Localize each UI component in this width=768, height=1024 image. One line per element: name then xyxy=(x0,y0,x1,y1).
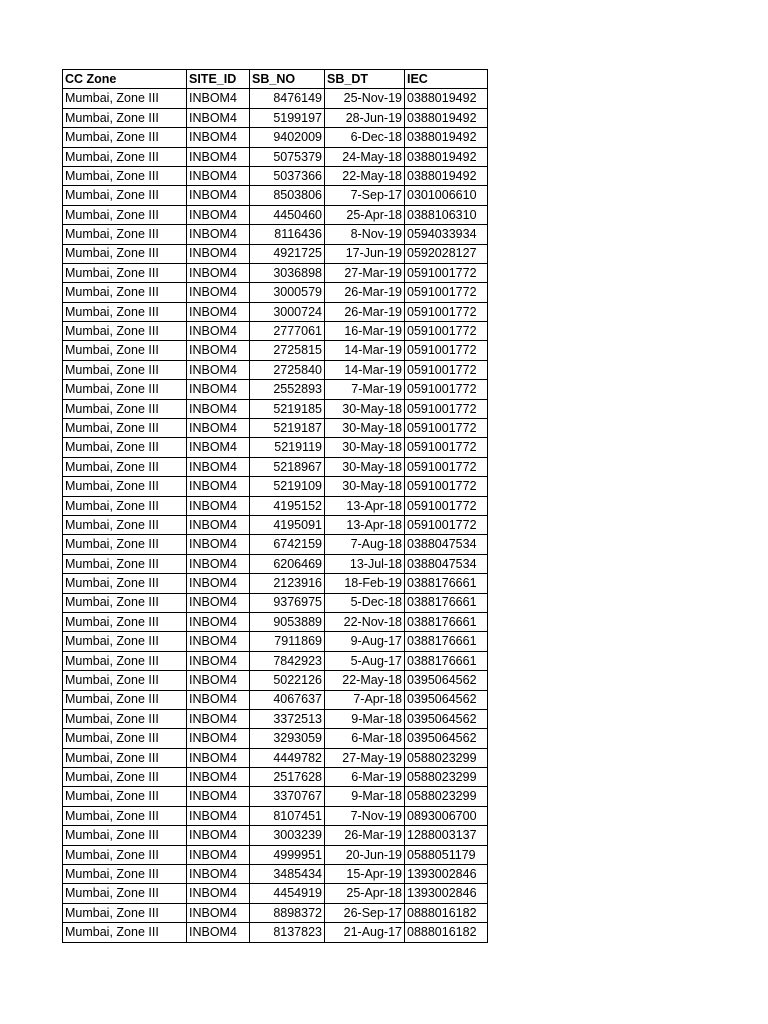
cell-cc-zone: Mumbai, Zone III xyxy=(63,535,187,554)
table-row xyxy=(63,360,488,379)
table-row xyxy=(63,205,488,224)
table-row xyxy=(63,535,488,554)
cell-iec: 0588023299 xyxy=(405,787,488,806)
cell-sb-dt: 30-May-18 xyxy=(325,457,405,476)
cell-sb-no: 2517628 xyxy=(250,768,325,787)
table-row xyxy=(63,244,488,263)
table-row xyxy=(63,690,488,709)
cell-iec: 0591001772 xyxy=(405,322,488,341)
table-row xyxy=(63,147,488,166)
cell-site-id: INBOM4 xyxy=(187,574,250,593)
cell-site-id: INBOM4 xyxy=(187,787,250,806)
cell-cc-zone: Mumbai, Zone III xyxy=(63,419,187,438)
cell-iec: 0388019492 xyxy=(405,108,488,127)
table-row xyxy=(63,283,488,302)
table-row xyxy=(63,768,488,787)
cell-iec: 0588051179 xyxy=(405,845,488,864)
cell-site-id: INBOM4 xyxy=(187,108,250,127)
cell-cc-zone: Mumbai, Zone III xyxy=(63,574,187,593)
cell-cc-zone: Mumbai, Zone III xyxy=(63,341,187,360)
cell-site-id: INBOM4 xyxy=(187,360,250,379)
cell-iec: 0591001772 xyxy=(405,263,488,282)
cell-site-id: INBOM4 xyxy=(187,632,250,651)
cell-cc-zone: Mumbai, Zone III xyxy=(63,457,187,476)
table-row xyxy=(63,709,488,728)
table-header xyxy=(63,70,488,89)
cell-sb-no: 9402009 xyxy=(250,128,325,147)
cell-cc-zone: Mumbai, Zone III xyxy=(63,283,187,302)
cell-sb-no: 8107451 xyxy=(250,806,325,825)
cell-sb-no: 2552893 xyxy=(250,380,325,399)
cell-iec: 0388019492 xyxy=(405,166,488,185)
cell-sb-dt: 5-Aug-17 xyxy=(325,651,405,670)
cell-sb-no: 2725815 xyxy=(250,341,325,360)
cell-cc-zone: Mumbai, Zone III xyxy=(63,593,187,612)
table-row xyxy=(63,806,488,825)
cell-site-id: INBOM4 xyxy=(187,923,250,942)
cell-sb-no: 9376975 xyxy=(250,593,325,612)
cell-cc-zone: Mumbai, Zone III xyxy=(63,690,187,709)
cell-site-id: INBOM4 xyxy=(187,612,250,631)
cell-cc-zone: Mumbai, Zone III xyxy=(63,147,187,166)
table-row xyxy=(63,438,488,457)
cell-iec: 1393002846 xyxy=(405,865,488,884)
cell-cc-zone: Mumbai, Zone III xyxy=(63,128,187,147)
cell-site-id: INBOM4 xyxy=(187,302,250,321)
cell-sb-no: 7842923 xyxy=(250,651,325,670)
cell-sb-dt: 30-May-18 xyxy=(325,477,405,496)
cell-sb-dt: 25-Nov-19 xyxy=(325,89,405,108)
cell-sb-no: 5219187 xyxy=(250,419,325,438)
shipping-bill-table xyxy=(62,69,488,943)
cell-sb-no: 3000579 xyxy=(250,283,325,302)
table-row xyxy=(63,845,488,864)
cell-sb-dt: 7-Sep-17 xyxy=(325,186,405,205)
cell-site-id: INBOM4 xyxy=(187,399,250,418)
cell-sb-dt: 15-Apr-19 xyxy=(325,865,405,884)
cell-sb-no: 5218967 xyxy=(250,457,325,476)
cell-cc-zone: Mumbai, Zone III xyxy=(63,651,187,670)
cell-iec: 0388176661 xyxy=(405,574,488,593)
table-row xyxy=(63,593,488,612)
cell-site-id: INBOM4 xyxy=(187,554,250,573)
cell-cc-zone: Mumbai, Zone III xyxy=(63,399,187,418)
cell-site-id: INBOM4 xyxy=(187,244,250,263)
table-row xyxy=(63,477,488,496)
cell-iec: 0591001772 xyxy=(405,477,488,496)
cell-iec: 0395064562 xyxy=(405,729,488,748)
cell-iec: 1288003137 xyxy=(405,826,488,845)
cell-sb-dt: 6-Mar-18 xyxy=(325,729,405,748)
cell-cc-zone: Mumbai, Zone III xyxy=(63,903,187,922)
cell-iec: 0591001772 xyxy=(405,341,488,360)
table-row xyxy=(63,341,488,360)
cell-site-id: INBOM4 xyxy=(187,419,250,438)
table-row xyxy=(63,302,488,321)
header-row xyxy=(63,70,488,89)
cell-sb-dt: 20-Jun-19 xyxy=(325,845,405,864)
cell-site-id: INBOM4 xyxy=(187,903,250,922)
cell-iec: 0388019492 xyxy=(405,147,488,166)
cell-site-id: INBOM4 xyxy=(187,729,250,748)
cell-iec: 0888016182 xyxy=(405,903,488,922)
cell-sb-no: 4449782 xyxy=(250,748,325,767)
table-row xyxy=(63,225,488,244)
cell-cc-zone: Mumbai, Zone III xyxy=(63,166,187,185)
cell-iec: 0591001772 xyxy=(405,419,488,438)
cell-iec: 0388047534 xyxy=(405,554,488,573)
cell-sb-dt: 28-Jun-19 xyxy=(325,108,405,127)
table-row xyxy=(63,322,488,341)
cell-cc-zone: Mumbai, Zone III xyxy=(63,108,187,127)
cell-sb-no: 9053889 xyxy=(250,612,325,631)
header-cc-zone: CC Zone xyxy=(63,70,187,89)
cell-cc-zone: Mumbai, Zone III xyxy=(63,884,187,903)
cell-iec: 0388106310 xyxy=(405,205,488,224)
cell-site-id: INBOM4 xyxy=(187,690,250,709)
cell-sb-no: 5219109 xyxy=(250,477,325,496)
table-row xyxy=(63,748,488,767)
cell-site-id: INBOM4 xyxy=(187,205,250,224)
cell-sb-no: 5075379 xyxy=(250,147,325,166)
cell-iec: 0388019492 xyxy=(405,89,488,108)
cell-iec: 0388176661 xyxy=(405,612,488,631)
table-row xyxy=(63,632,488,651)
cell-iec: 0388019492 xyxy=(405,128,488,147)
cell-site-id: INBOM4 xyxy=(187,845,250,864)
cell-site-id: INBOM4 xyxy=(187,651,250,670)
header-site-id: SITE_ID xyxy=(187,70,250,89)
cell-cc-zone: Mumbai, Zone III xyxy=(63,845,187,864)
header-sb-dt: SB_DT xyxy=(325,70,405,89)
cell-site-id: INBOM4 xyxy=(187,768,250,787)
cell-sb-no: 8116436 xyxy=(250,225,325,244)
cell-cc-zone: Mumbai, Zone III xyxy=(63,186,187,205)
cell-sb-dt: 9-Mar-18 xyxy=(325,787,405,806)
header-iec: IEC xyxy=(405,70,488,89)
table-row xyxy=(63,574,488,593)
cell-sb-dt: 6-Mar-19 xyxy=(325,768,405,787)
cell-iec: 0893006700 xyxy=(405,806,488,825)
cell-cc-zone: Mumbai, Zone III xyxy=(63,632,187,651)
cell-sb-dt: 27-May-19 xyxy=(325,748,405,767)
cell-sb-no: 3485434 xyxy=(250,865,325,884)
cell-sb-dt: 14-Mar-19 xyxy=(325,360,405,379)
cell-site-id: INBOM4 xyxy=(187,263,250,282)
cell-cc-zone: Mumbai, Zone III xyxy=(63,612,187,631)
cell-sb-no: 3003239 xyxy=(250,826,325,845)
cell-sb-dt: 7-Mar-19 xyxy=(325,380,405,399)
cell-sb-dt: 9-Aug-17 xyxy=(325,632,405,651)
table-row xyxy=(63,108,488,127)
cell-sb-no: 3036898 xyxy=(250,263,325,282)
table-row xyxy=(63,651,488,670)
cell-site-id: INBOM4 xyxy=(187,457,250,476)
cell-sb-dt: 22-May-18 xyxy=(325,166,405,185)
cell-sb-no: 4921725 xyxy=(250,244,325,263)
cell-sb-dt: 13-Apr-18 xyxy=(325,515,405,534)
cell-sb-no: 4450460 xyxy=(250,205,325,224)
cell-cc-zone: Mumbai, Zone III xyxy=(63,225,187,244)
table-row xyxy=(63,89,488,108)
table-row xyxy=(63,923,488,942)
cell-cc-zone: Mumbai, Zone III xyxy=(63,923,187,942)
cell-sb-no: 4454919 xyxy=(250,884,325,903)
cell-sb-no: 3370767 xyxy=(250,787,325,806)
cell-iec: 0591001772 xyxy=(405,360,488,379)
cell-sb-no: 2725840 xyxy=(250,360,325,379)
cell-site-id: INBOM4 xyxy=(187,380,250,399)
cell-sb-dt: 8-Nov-19 xyxy=(325,225,405,244)
cell-site-id: INBOM4 xyxy=(187,826,250,845)
cell-cc-zone: Mumbai, Zone III xyxy=(63,477,187,496)
table-body xyxy=(63,89,488,942)
cell-cc-zone: Mumbai, Zone III xyxy=(63,865,187,884)
cell-iec: 0388176661 xyxy=(405,651,488,670)
cell-sb-dt: 14-Mar-19 xyxy=(325,341,405,360)
cell-sb-no: 8503806 xyxy=(250,186,325,205)
cell-cc-zone: Mumbai, Zone III xyxy=(63,768,187,787)
cell-cc-zone: Mumbai, Zone III xyxy=(63,554,187,573)
cell-site-id: INBOM4 xyxy=(187,89,250,108)
table-row xyxy=(63,612,488,631)
cell-sb-dt: 18-Feb-19 xyxy=(325,574,405,593)
cell-site-id: INBOM4 xyxy=(187,535,250,554)
cell-iec: 0395064562 xyxy=(405,709,488,728)
cell-sb-dt: 26-Mar-19 xyxy=(325,302,405,321)
cell-cc-zone: Mumbai, Zone III xyxy=(63,729,187,748)
cell-sb-no: 3293059 xyxy=(250,729,325,748)
cell-site-id: INBOM4 xyxy=(187,186,250,205)
cell-sb-no: 5037366 xyxy=(250,166,325,185)
cell-sb-no: 5219119 xyxy=(250,438,325,457)
cell-cc-zone: Mumbai, Zone III xyxy=(63,380,187,399)
cell-sb-dt: 17-Jun-19 xyxy=(325,244,405,263)
cell-iec: 0591001772 xyxy=(405,302,488,321)
cell-site-id: INBOM4 xyxy=(187,806,250,825)
cell-sb-no: 4195091 xyxy=(250,515,325,534)
cell-cc-zone: Mumbai, Zone III xyxy=(63,244,187,263)
cell-iec: 0594033934 xyxy=(405,225,488,244)
cell-sb-no: 5219185 xyxy=(250,399,325,418)
cell-sb-dt: 25-Apr-18 xyxy=(325,205,405,224)
cell-cc-zone: Mumbai, Zone III xyxy=(63,806,187,825)
cell-sb-dt: 13-Jul-18 xyxy=(325,554,405,573)
cell-sb-dt: 13-Apr-18 xyxy=(325,496,405,515)
cell-site-id: INBOM4 xyxy=(187,496,250,515)
cell-site-id: INBOM4 xyxy=(187,283,250,302)
cell-site-id: INBOM4 xyxy=(187,128,250,147)
table-row xyxy=(63,419,488,438)
table-row xyxy=(63,515,488,534)
table-row xyxy=(63,128,488,147)
cell-iec: 0395064562 xyxy=(405,671,488,690)
table-row xyxy=(63,399,488,418)
cell-cc-zone: Mumbai, Zone III xyxy=(63,709,187,728)
cell-sb-no: 5199197 xyxy=(250,108,325,127)
table-row xyxy=(63,496,488,515)
cell-sb-no: 8476149 xyxy=(250,89,325,108)
cell-sb-dt: 21-Aug-17 xyxy=(325,923,405,942)
cell-site-id: INBOM4 xyxy=(187,593,250,612)
cell-iec: 0588023299 xyxy=(405,768,488,787)
cell-iec: 0395064562 xyxy=(405,690,488,709)
cell-cc-zone: Mumbai, Zone III xyxy=(63,515,187,534)
cell-sb-dt: 16-Mar-19 xyxy=(325,322,405,341)
cell-sb-no: 6742159 xyxy=(250,535,325,554)
table-row xyxy=(63,826,488,845)
cell-sb-dt: 24-May-18 xyxy=(325,147,405,166)
cell-cc-zone: Mumbai, Zone III xyxy=(63,89,187,108)
cell-sb-no: 4195152 xyxy=(250,496,325,515)
table-row xyxy=(63,380,488,399)
cell-site-id: INBOM4 xyxy=(187,322,250,341)
cell-iec: 0588023299 xyxy=(405,748,488,767)
cell-cc-zone: Mumbai, Zone III xyxy=(63,748,187,767)
cell-sb-dt: 27-Mar-19 xyxy=(325,263,405,282)
cell-iec: 0591001772 xyxy=(405,515,488,534)
table-row xyxy=(63,457,488,476)
cell-sb-dt: 26-Sep-17 xyxy=(325,903,405,922)
table-row xyxy=(63,787,488,806)
cell-sb-dt: 26-Mar-19 xyxy=(325,826,405,845)
cell-site-id: INBOM4 xyxy=(187,147,250,166)
table-row xyxy=(63,166,488,185)
cell-sb-dt: 26-Mar-19 xyxy=(325,283,405,302)
cell-iec: 0388047534 xyxy=(405,535,488,554)
table-row xyxy=(63,729,488,748)
cell-cc-zone: Mumbai, Zone III xyxy=(63,205,187,224)
cell-sb-dt: 6-Dec-18 xyxy=(325,128,405,147)
cell-site-id: INBOM4 xyxy=(187,515,250,534)
cell-sb-no: 8137823 xyxy=(250,923,325,942)
cell-cc-zone: Mumbai, Zone III xyxy=(63,826,187,845)
cell-iec: 0591001772 xyxy=(405,283,488,302)
cell-sb-dt: 22-May-18 xyxy=(325,671,405,690)
cell-cc-zone: Mumbai, Zone III xyxy=(63,787,187,806)
cell-sb-dt: 25-Apr-18 xyxy=(325,884,405,903)
cell-sb-dt: 7-Aug-18 xyxy=(325,535,405,554)
cell-sb-no: 5022126 xyxy=(250,671,325,690)
cell-sb-dt: 30-May-18 xyxy=(325,419,405,438)
cell-site-id: INBOM4 xyxy=(187,166,250,185)
cell-cc-zone: Mumbai, Zone III xyxy=(63,671,187,690)
cell-sb-no: 7911869 xyxy=(250,632,325,651)
cell-cc-zone: Mumbai, Zone III xyxy=(63,302,187,321)
cell-iec: 0301006610 xyxy=(405,186,488,205)
cell-cc-zone: Mumbai, Zone III xyxy=(63,360,187,379)
cell-sb-dt: 9-Mar-18 xyxy=(325,709,405,728)
cell-sb-dt: 7-Apr-18 xyxy=(325,690,405,709)
cell-cc-zone: Mumbai, Zone III xyxy=(63,322,187,341)
cell-sb-no: 8898372 xyxy=(250,903,325,922)
cell-sb-no: 6206469 xyxy=(250,554,325,573)
cell-iec: 0591001772 xyxy=(405,457,488,476)
cell-site-id: INBOM4 xyxy=(187,748,250,767)
cell-iec: 1393002846 xyxy=(405,884,488,903)
cell-sb-no: 3000724 xyxy=(250,302,325,321)
cell-sb-no: 4067637 xyxy=(250,690,325,709)
cell-site-id: INBOM4 xyxy=(187,225,250,244)
table-row xyxy=(63,554,488,573)
cell-iec: 0591001772 xyxy=(405,380,488,399)
cell-site-id: INBOM4 xyxy=(187,438,250,457)
table-row xyxy=(63,865,488,884)
table-row xyxy=(63,884,488,903)
cell-site-id: INBOM4 xyxy=(187,671,250,690)
cell-site-id: INBOM4 xyxy=(187,884,250,903)
cell-sb-no: 2777061 xyxy=(250,322,325,341)
cell-sb-dt: 30-May-18 xyxy=(325,438,405,457)
cell-iec: 0591001772 xyxy=(405,496,488,515)
cell-iec: 0388176661 xyxy=(405,632,488,651)
cell-site-id: INBOM4 xyxy=(187,477,250,496)
cell-sb-no: 2123916 xyxy=(250,574,325,593)
cell-cc-zone: Mumbai, Zone III xyxy=(63,438,187,457)
table-row xyxy=(63,903,488,922)
cell-site-id: INBOM4 xyxy=(187,341,250,360)
cell-site-id: INBOM4 xyxy=(187,709,250,728)
table-row xyxy=(63,186,488,205)
cell-iec: 0591001772 xyxy=(405,438,488,457)
cell-cc-zone: Mumbai, Zone III xyxy=(63,263,187,282)
table-row xyxy=(63,671,488,690)
cell-iec: 0388176661 xyxy=(405,593,488,612)
cell-sb-no: 4999951 xyxy=(250,845,325,864)
cell-sb-no: 3372513 xyxy=(250,709,325,728)
cell-sb-dt: 5-Dec-18 xyxy=(325,593,405,612)
header-sb-no: SB_NO xyxy=(250,70,325,89)
cell-iec: 0591001772 xyxy=(405,399,488,418)
cell-iec: 0592028127 xyxy=(405,244,488,263)
cell-sb-dt: 22-Nov-18 xyxy=(325,612,405,631)
cell-iec: 0888016182 xyxy=(405,923,488,942)
cell-cc-zone: Mumbai, Zone III xyxy=(63,496,187,515)
cell-sb-dt: 7-Nov-19 xyxy=(325,806,405,825)
cell-site-id: INBOM4 xyxy=(187,865,250,884)
table-row xyxy=(63,263,488,282)
cell-sb-dt: 30-May-18 xyxy=(325,399,405,418)
